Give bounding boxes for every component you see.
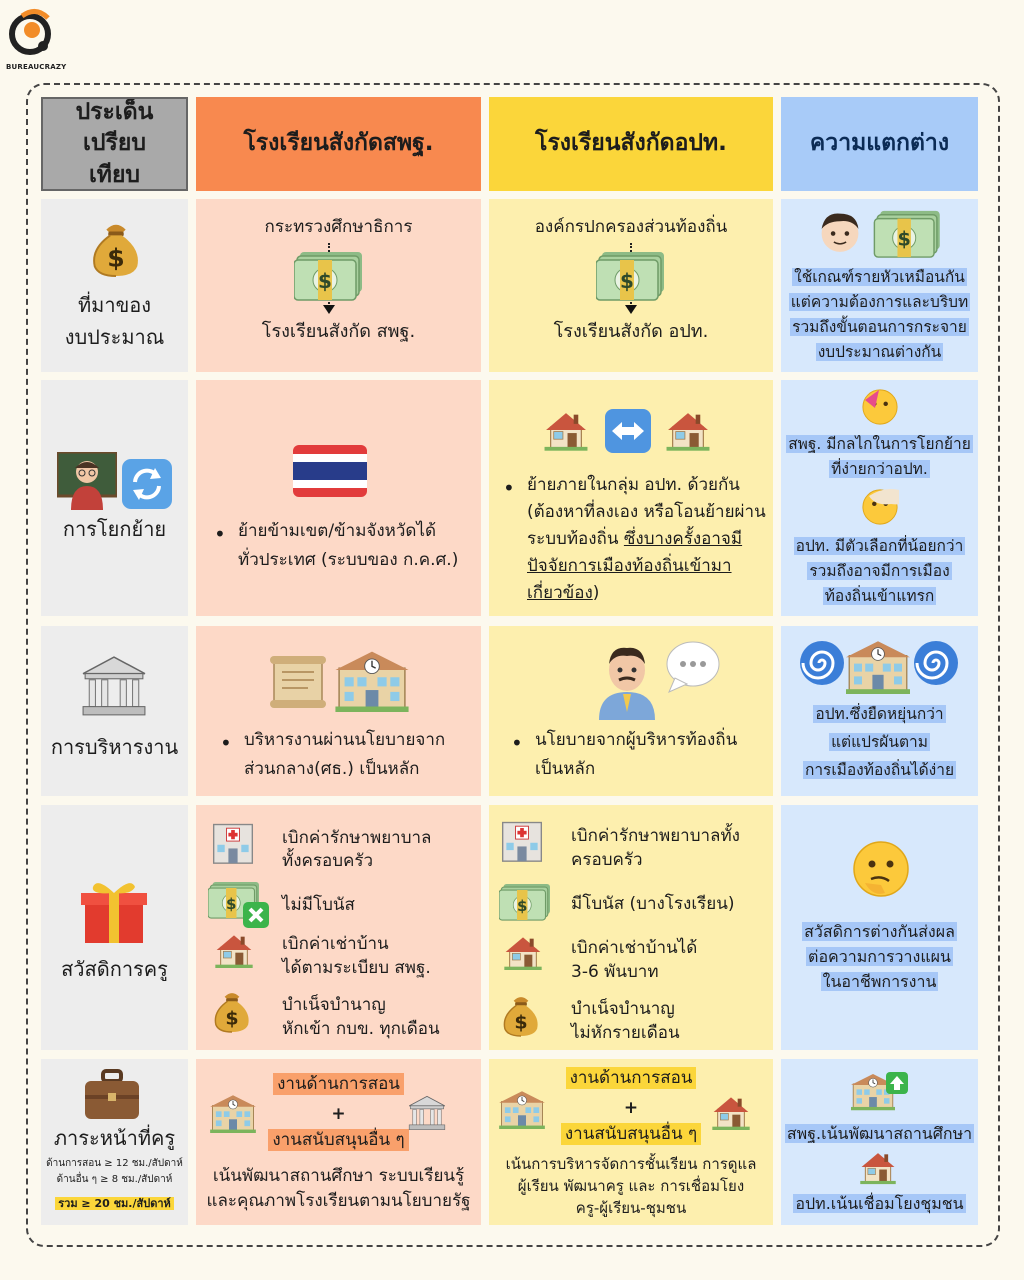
house-icon	[859, 1149, 897, 1185]
header-obec	[196, 97, 481, 191]
money-bag-icon	[87, 207, 145, 287]
transfer-lao-line2: (ต้องหาที่ลงเอง หรือโอนย้ายผ่าน	[527, 502, 766, 522]
budget-label-line2: งบประมาณ	[64, 325, 165, 349]
budget-obec-target: โรงเรียนสังกัด สพฐ.	[261, 321, 416, 342]
duty-obec-teach-tag: งานด้านการสอน	[196, 1071, 481, 1097]
budget-diff-line2: แต่ความต้องการและบริบท	[790, 293, 969, 311]
house-icon	[543, 408, 589, 452]
duty-lao-line1: เน้นการบริหารจัดการชั้นเรียน การดูแล	[505, 1155, 757, 1173]
speech-bubble-icon	[665, 640, 721, 694]
transfer-obec-bullet-line1: • ย้ายข้ามเขต/ข้ามจังหวัดได้	[208, 518, 436, 545]
duty-obec-plus: +	[331, 1104, 346, 1124]
duty-lao-support-tag: งานสนับสนุนอื่น ๆ	[489, 1121, 773, 1147]
duty-lao-teach-tag: งานด้านการสอน	[489, 1065, 773, 1091]
transfer-diff-b-line1: อปท. มีตัวเลือกที่น้อยกว่า	[795, 537, 964, 555]
budget-diff-line1: ใช้เกณฑ์รายหัวเหมือนกัน	[794, 268, 965, 286]
hospital-icon	[210, 819, 256, 865]
budget-obec-source: กระทรวงศึกษาธิการ	[264, 217, 413, 237]
admin-obec-line2: ส่วนกลาง(ศธ.) เป็นหลัก	[244, 759, 420, 779]
duty-obec-line2: และคุณภาพโรงเรียนตามนโยบายรัฐ	[206, 1191, 471, 1211]
duty-obec-support-tag: งานสนับสนุนอื่น ๆ	[196, 1127, 481, 1153]
duty-diff-line2: อปท.เน้นเชื่อมโยงชุมชน	[795, 1194, 964, 1213]
exploding-head-icon	[861, 488, 899, 526]
man-icon	[595, 642, 659, 720]
duty-note-other: ด้านอื่น ๆ ≥ 8 ชม./สัปดาห์	[56, 1174, 173, 1185]
transfer-label: การโยกย้าย	[62, 517, 167, 541]
transfer-diff-b-line3: ท้องถิ่นเข้าแทรก	[824, 587, 935, 605]
dollar-banknote-icon	[294, 249, 366, 303]
row-budget-lao-cell	[489, 199, 773, 372]
welfare-obec-medical-line2: ทั้งครอบครัว	[282, 851, 374, 871]
header-diff	[781, 97, 978, 191]
budget-label-line1: ที่มาของ	[77, 293, 152, 317]
welfare-lao-medical-line2: ครอบครัว	[571, 850, 643, 870]
school-building-icon	[845, 638, 911, 694]
row-welfare-label-cell	[41, 805, 188, 1050]
scroll-icon	[268, 654, 328, 710]
welfare-diff-line3: ในอาชีพการงาน	[822, 972, 937, 991]
row-welfare-obec-cell	[196, 805, 481, 1050]
welfare-lao-medical-line1: เบิกค่ารักษาพยาบาลทั้ง	[571, 826, 740, 846]
dollar-banknote-icon	[499, 881, 553, 923]
row-duty-diff-cell	[781, 1059, 978, 1225]
cyclone-icon	[799, 640, 845, 686]
row-budget-label-cell	[41, 199, 188, 372]
budget-diff-line4: งบประมาณต่างกัน	[817, 343, 942, 361]
refresh-arrows-icon	[121, 458, 173, 510]
briefcase-icon	[83, 1069, 141, 1121]
thai-flag-icon	[293, 445, 367, 497]
teacher-icon	[57, 452, 117, 510]
duty-lao-line3: ครู-ผู้เรียน-ชุมชน	[575, 1199, 687, 1217]
row-transfer-label-cell	[41, 380, 188, 616]
transfer-diff-b-line2: รวมถึงอาจมีการเมือง	[809, 562, 950, 580]
welfare-obec-pension-line1: บำเน็จบำนาญ	[282, 995, 386, 1015]
row-duty-lao-cell	[489, 1059, 773, 1225]
house-icon	[665, 408, 711, 452]
header-lao-text: โรงเรียนสังกัดอปท.	[535, 130, 727, 157]
header-diff-text: ความแตกต่าง	[809, 130, 950, 157]
row-transfer-lao-cell	[489, 380, 773, 616]
row-admin-diff-cell	[781, 626, 978, 796]
admin-obec-line1: • บริหารงานผ่านนโยบายจาก	[214, 727, 445, 754]
down-arrow-icon	[323, 305, 335, 314]
admin-lao-line2: เป็นหลัก	[535, 759, 596, 779]
bureaucrazy-logo-icon	[8, 8, 56, 56]
transfer-obec-bullet-line2: ทั่วประเทศ (ระบบของ ก.ค.ศ.)	[238, 550, 459, 570]
row-welfare-lao-cell	[489, 805, 773, 1050]
header-topic-text: ประเด็นเปรียบเทียบ	[75, 99, 154, 188]
money-bag-icon	[499, 989, 543, 1039]
dollar-banknote-icon	[596, 249, 668, 303]
row-admin-lao-cell	[489, 626, 773, 796]
down-arrow-icon	[625, 305, 637, 314]
transfer-lao-line4: ปัจจัยการเมืองท้องถิ่นเข้ามา	[527, 556, 732, 576]
house-icon	[214, 931, 254, 969]
transfer-lao-line1: • ย้ายภายในกลุ่ม อปท. ด้วยกัน	[497, 472, 740, 499]
boy-face-icon	[817, 209, 863, 255]
duty-note-teaching: ด้านการสอน ≥ 12 ชม./สัปดาห์	[46, 1158, 183, 1169]
admin-diff-line1: อปท.ซึ่งยืดหยุ่นกว่า	[815, 705, 944, 723]
brand-logo	[6, 8, 67, 76]
up-arrow-icon	[885, 1071, 909, 1095]
classical-building-icon	[408, 1095, 446, 1131]
hospital-icon	[499, 817, 545, 863]
transfer-lao-line3: ระบบท้องถิ่น ซึ่งบางครั้งอาจมี	[527, 529, 743, 549]
row-welfare-diff-cell	[781, 805, 978, 1050]
transfer-diff-a-line2: ที่ง่ายกว่าอปท.	[831, 460, 928, 478]
welfare-obec-medical-line1: เบิกค่ารักษาพยาบาล	[282, 828, 432, 848]
welfare-lao-housing-line2: 3-6 พันบาท	[571, 962, 659, 982]
row-budget-diff-cell	[781, 199, 978, 372]
left-right-arrow-icon	[604, 408, 652, 454]
admin-diff-line3: การเมืองท้องถิ่นได้ง่าย	[804, 761, 955, 779]
school-building-icon	[334, 648, 410, 712]
classical-building-icon	[81, 654, 147, 718]
welfare-obec-housing-line2: ได้ตามระเบียบ สพฐ.	[282, 958, 431, 978]
duty-label: ภาระหน้าที่ครู	[53, 1126, 176, 1150]
brand-name: BUREAUCRAZY	[6, 63, 67, 71]
welfare-diff-line2: ต่อความการวางแผน	[808, 947, 951, 966]
duty-diff-line1: สพฐ.เน้นพัฒนาสถานศึกษา	[786, 1124, 973, 1143]
house-icon	[503, 933, 543, 971]
welfare-lao-bonus: มีโบนัส (บางโรงเรียน)	[571, 894, 735, 914]
admin-label: การบริหารงาน	[50, 735, 179, 759]
header-obec-text: โรงเรียนสังกัดสพฐ.	[243, 130, 434, 157]
header-lao	[489, 97, 773, 191]
duty-note-total: รวม ≥ 20 ชม./สัปดาห์	[41, 1195, 188, 1213]
duty-lao-line2: ผู้เรียน พัฒนาครู และ การเชื่อมโยง	[517, 1177, 745, 1195]
welfare-label: สวัสดิการครู	[61, 957, 168, 981]
partying-face-icon	[861, 388, 899, 426]
row-duty-label-cell	[41, 1059, 188, 1225]
thinking-face-icon	[851, 839, 911, 899]
school-building-icon	[499, 1089, 545, 1129]
duty-lao-plus: +	[623, 1098, 639, 1118]
welfare-lao-pension-line1: บำเน็จบำนาญ	[571, 999, 675, 1019]
transfer-diff-a-line1: สพฐ. มีกลไกในการโยกย้าย	[788, 435, 971, 453]
row-budget-obec-cell	[196, 199, 481, 372]
budget-diff-line3: รวมถึงขั้นตอนการกระจาย	[792, 318, 967, 336]
row-duty-obec-cell	[196, 1059, 481, 1225]
duty-obec-line1: เน้นพัฒนาสถานศึกษา ระบบเรียนรู้	[212, 1166, 465, 1186]
header-topic	[41, 97, 188, 191]
welfare-diff-line1: สวัสดิการต่างกันส่งผล	[804, 922, 955, 941]
row-transfer-diff-cell	[781, 380, 978, 616]
row-transfer-obec-cell	[196, 380, 481, 616]
transfer-lao-line5: เกี่ยวข้อง)	[527, 583, 600, 603]
row-admin-label-cell	[41, 626, 188, 796]
welfare-obec-pension-line2: หักเข้า กบข. ทุกเดือน	[282, 1019, 440, 1039]
welfare-lao-pension-line2: ไม่หักรายเดือน	[571, 1023, 680, 1043]
welfare-obec-bonus: ไม่มีโบนัส	[282, 895, 355, 915]
welfare-obec-housing-line1: เบิกค่าเช่าบ้าน	[282, 934, 389, 954]
cross-mark-icon	[242, 901, 270, 929]
admin-lao-line1: • นโยบายจากผู้บริหารท้องถิ่น	[505, 727, 737, 754]
money-bag-icon	[210, 985, 254, 1035]
admin-diff-line2: แต่แปรผันตาม	[831, 733, 928, 751]
dollar-banknote-icon	[873, 209, 945, 259]
welfare-lao-housing-line1: เบิกค่าเช่าบ้านได้	[571, 938, 698, 958]
row-admin-obec-cell	[196, 626, 481, 796]
budget-lao-source: องค์กรปกครองส่วนท้องถิ่น	[534, 217, 728, 237]
school-building-icon	[210, 1093, 256, 1133]
budget-lao-target: โรงเรียนสังกัด อปท.	[553, 321, 709, 342]
house-icon	[711, 1093, 751, 1131]
cyclone-icon	[913, 640, 959, 686]
wrapped-gift-icon	[79, 877, 149, 945]
